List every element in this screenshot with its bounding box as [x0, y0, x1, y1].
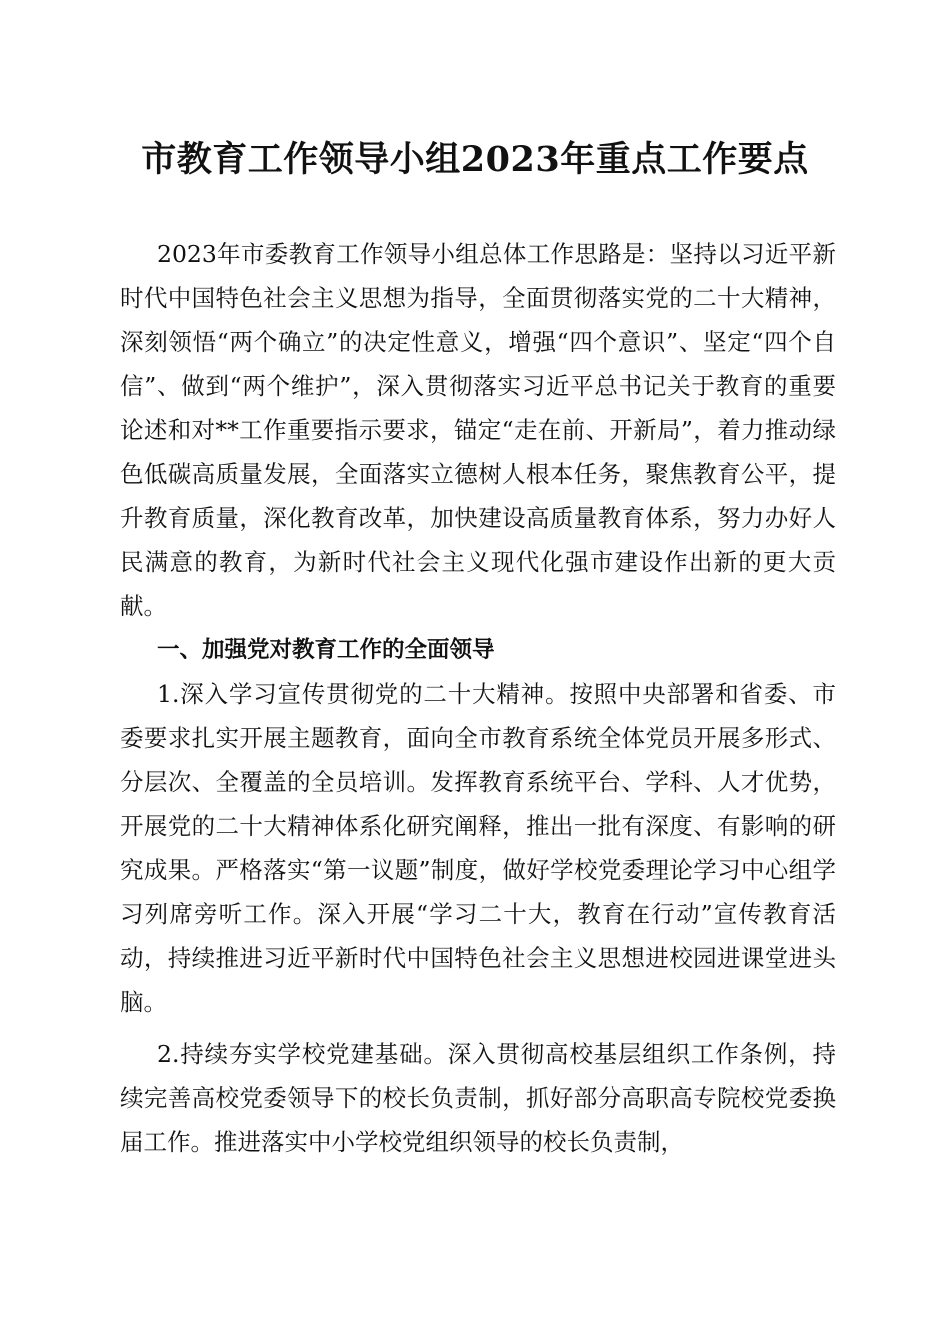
section-heading: 一、加强党对教育工作的全面领导 — [157, 637, 495, 663]
item-1-paragraph: 1.深入学习宣传贯彻党的二十大精神。按照中央部署和省委、市委要求扎实开展主题教育，面向全市教育系统全体党员开展多形式、分层次、全覆盖的全员培训。发挥教育系统平台、学科、人才优势，开展党的二十大精神体系化研究阐释，推出一批有深度、有影响的研究成果。严格落实“第一议题”制度，做好学校党委理论学习中心组学习列席旁听工作。深入开展“学习二十大，教育在行动”宣传教育活动，持续推进习近平新时代中国特色社会主义思想进校园进课堂进头脑。 — [120, 680, 836, 1016]
document-title: 市教育工作领导小组2023年重点工作要点 — [141, 139, 809, 180]
document-body — [120, 232, 836, 1164]
paragraph-gap — [120, 1024, 836, 1032]
intro-paragraph: 2023年市委教育工作领导小组总体工作思路是：坚持以习近平新时代中国特色社会主义思想为指导，全面贯彻落实党的二十大精神，深刻领悟“两个确立”的决定性意义，增强“四个意识”、坚定“四个自信”、做到“两个维护”，深入贯彻落实习近平总书记关于教育的重要论述和对**工作重要指示要求，锚定“走在前、开新局”，着力推动绿色低碳高质量发展，全面落实立德树人根本任务，聚焦教育公平，提升教育质量，深化教育改革，加快建设高质量教育体系，努力办好人民满意的教育，为新时代社会主义现代化强市建设作出新的更大贡献。 — [120, 240, 836, 620]
item-2-paragraph: 2.持续夯实学校党建基础。深入贯彻高校基层组织工作条例，持续完善高校党委领导下的校长负责制，抓好部分高职高专院校党委换届工作。推进落实中小学校党组织领导的校长负责制， — [120, 1040, 836, 1156]
